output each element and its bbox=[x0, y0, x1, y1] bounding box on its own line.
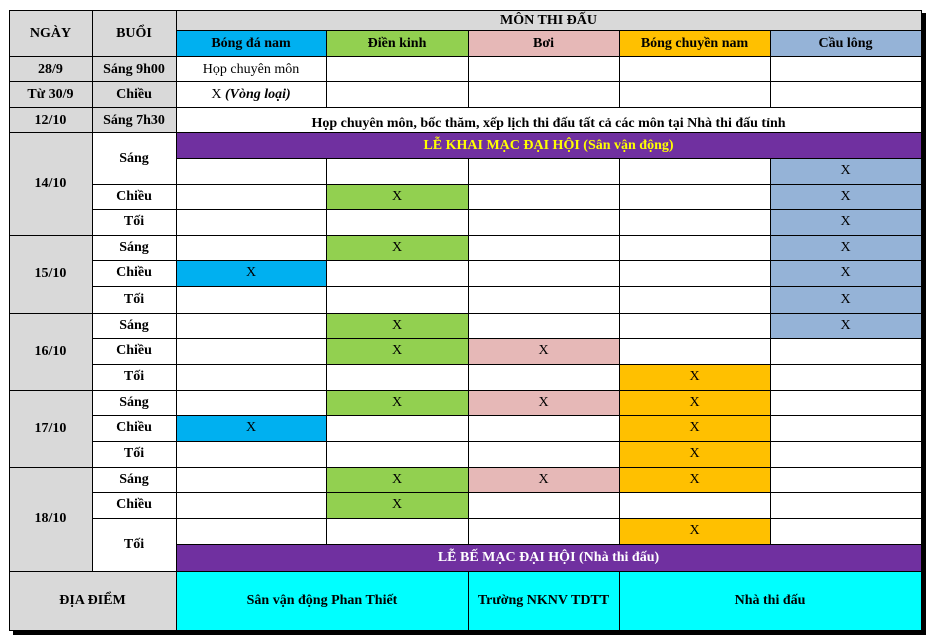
grid-line bbox=[770, 158, 771, 544]
session-cell: Sáng 9h00 bbox=[92, 57, 176, 82]
grid-line bbox=[176, 544, 921, 545]
header-sport-badminton: Cầu lông bbox=[770, 30, 921, 57]
session-sang: Sáng bbox=[92, 313, 176, 338]
grid-line bbox=[92, 260, 921, 261]
grid-line bbox=[9, 81, 921, 82]
mark-athletics: X bbox=[326, 338, 468, 364]
grid-line bbox=[619, 158, 620, 544]
grid-line bbox=[92, 10, 93, 571]
grid-line bbox=[619, 30, 620, 108]
mark-athletics: X bbox=[326, 467, 468, 492]
session-sang: Sáng bbox=[92, 467, 176, 492]
closing-ceremony-banner: LỄ BẾ MẠC ĐẠI HỘI (Nhà thi đấu) bbox=[176, 544, 921, 571]
grid-line bbox=[619, 571, 620, 631]
mark-football: X bbox=[176, 260, 326, 286]
grid-line bbox=[176, 10, 177, 631]
venue-stadium: Sân vận động Phan Thiết bbox=[176, 571, 468, 630]
mark-badminton: X bbox=[770, 260, 921, 286]
header-sport-swimming: Bơi bbox=[468, 30, 619, 57]
grid-line bbox=[9, 107, 921, 108]
grid-line bbox=[92, 184, 921, 185]
mark-athletics: X bbox=[326, 313, 468, 338]
mark-athletics: X bbox=[326, 390, 468, 415]
mark-athletics: X bbox=[326, 184, 468, 209]
grid-line bbox=[92, 209, 921, 210]
mark-swimming: X bbox=[468, 390, 619, 415]
grid-line bbox=[9, 132, 921, 133]
session-toi: Tối bbox=[92, 364, 176, 390]
table-shadow-right bbox=[922, 13, 926, 634]
date-cell: 12/10 bbox=[9, 108, 92, 133]
session-chieu: Chiều bbox=[92, 260, 176, 286]
session-chieu: Chiều bbox=[92, 492, 176, 518]
header-sport-athletics: Điền kinh bbox=[326, 30, 468, 57]
day-17-10: 17/10 bbox=[9, 390, 92, 467]
day-14-10: 14/10 bbox=[9, 133, 92, 235]
date-cell: 28/9 bbox=[9, 57, 92, 82]
day-18-10: 18/10 bbox=[9, 467, 92, 571]
header-ngay: NGÀY bbox=[9, 11, 92, 57]
mark-badminton: X bbox=[770, 209, 921, 235]
session-chieu: Chiều bbox=[92, 338, 176, 364]
grid-line bbox=[176, 30, 921, 31]
grid-line bbox=[468, 158, 469, 544]
mark-badminton: X bbox=[770, 286, 921, 313]
mark-swimming: X bbox=[468, 467, 619, 492]
table-border-left bbox=[9, 10, 10, 631]
mark-swimming: X bbox=[468, 338, 619, 364]
mark-volleyball: X bbox=[619, 364, 770, 390]
grid-line bbox=[770, 30, 771, 108]
session-chieu: Chiều bbox=[92, 415, 176, 441]
mark-badminton: X bbox=[770, 158, 921, 184]
header-sport-football: Bóng đá nam bbox=[176, 30, 326, 57]
session-sang: Sáng bbox=[92, 235, 176, 260]
grid-line bbox=[92, 415, 921, 416]
grid-line bbox=[176, 158, 921, 159]
mark-x: X bbox=[211, 87, 222, 102]
day-15-10: 15/10 bbox=[9, 235, 92, 313]
session-toi: Tối bbox=[92, 286, 176, 313]
grid-line bbox=[92, 338, 921, 339]
session-toi: Tối bbox=[92, 209, 176, 235]
opening-ceremony-banner: LỄ KHAI MẠC ĐẠI HỘI (Sân vận động) bbox=[176, 133, 921, 158]
session-sang: Sáng bbox=[92, 133, 176, 184]
session-cell: Sáng 7h30 bbox=[92, 108, 176, 133]
session-toi: Tối bbox=[92, 518, 176, 571]
mark-badminton: X bbox=[770, 184, 921, 209]
grid-line bbox=[92, 518, 921, 519]
session-cell: Chiều bbox=[92, 82, 176, 108]
grid-line bbox=[92, 492, 921, 493]
grid-line bbox=[92, 286, 921, 287]
header-mon-thi-dau: MÔN THI ĐẤU bbox=[176, 11, 921, 30]
header-buoi: BUỔI bbox=[92, 11, 176, 57]
venue-school: Trường NKNV TDTT bbox=[468, 571, 619, 630]
mark-volleyball: X bbox=[619, 415, 770, 441]
meeting-cell: Họp chuyên môn bbox=[176, 57, 326, 82]
venue-arena: Nhà thi đấu bbox=[619, 571, 921, 630]
grid-line bbox=[92, 441, 921, 442]
grid-line bbox=[9, 56, 921, 57]
day-16-10: 16/10 bbox=[9, 313, 92, 390]
venue-label: ĐỊA ĐIỂM bbox=[9, 571, 176, 630]
grid-line bbox=[468, 571, 469, 631]
table-border-top bbox=[9, 10, 921, 11]
grid-line bbox=[326, 158, 327, 544]
mark-athletics: X bbox=[326, 492, 468, 518]
session-sang: Sáng bbox=[92, 390, 176, 415]
mark-volleyball: X bbox=[619, 390, 770, 415]
mark-volleyball: X bbox=[619, 467, 770, 492]
grid-line bbox=[468, 30, 469, 108]
grid-line bbox=[9, 235, 921, 236]
grid-line bbox=[9, 390, 921, 391]
grid-line bbox=[9, 313, 921, 314]
mark-football: X bbox=[176, 415, 326, 441]
mark-athletics: X bbox=[326, 235, 468, 260]
grid-line bbox=[9, 467, 921, 468]
grid-line bbox=[9, 571, 921, 572]
mark-badminton: X bbox=[770, 313, 921, 338]
qualifier-cell bbox=[176, 82, 326, 108]
qualifier-label: (Vòng loại) bbox=[224, 87, 291, 102]
date-cell: Từ 30/9 bbox=[9, 82, 92, 108]
mark-volleyball: X bbox=[619, 518, 770, 544]
meeting-note: Họp chuyên môn, bốc thăm, xếp lịch thi đấu tất cả các môn tại Nhà thi đấu tỉnh bbox=[176, 108, 921, 133]
session-chieu: Chiều bbox=[92, 184, 176, 209]
session-toi: Tối bbox=[92, 441, 176, 467]
grid-line bbox=[326, 30, 327, 108]
mark-volleyball: X bbox=[619, 441, 770, 467]
table-shadow-bottom bbox=[13, 631, 926, 635]
header-sport-volleyball: Bóng chuyền nam bbox=[619, 30, 770, 57]
mark-badminton: X bbox=[770, 235, 921, 260]
grid-line bbox=[92, 364, 921, 365]
